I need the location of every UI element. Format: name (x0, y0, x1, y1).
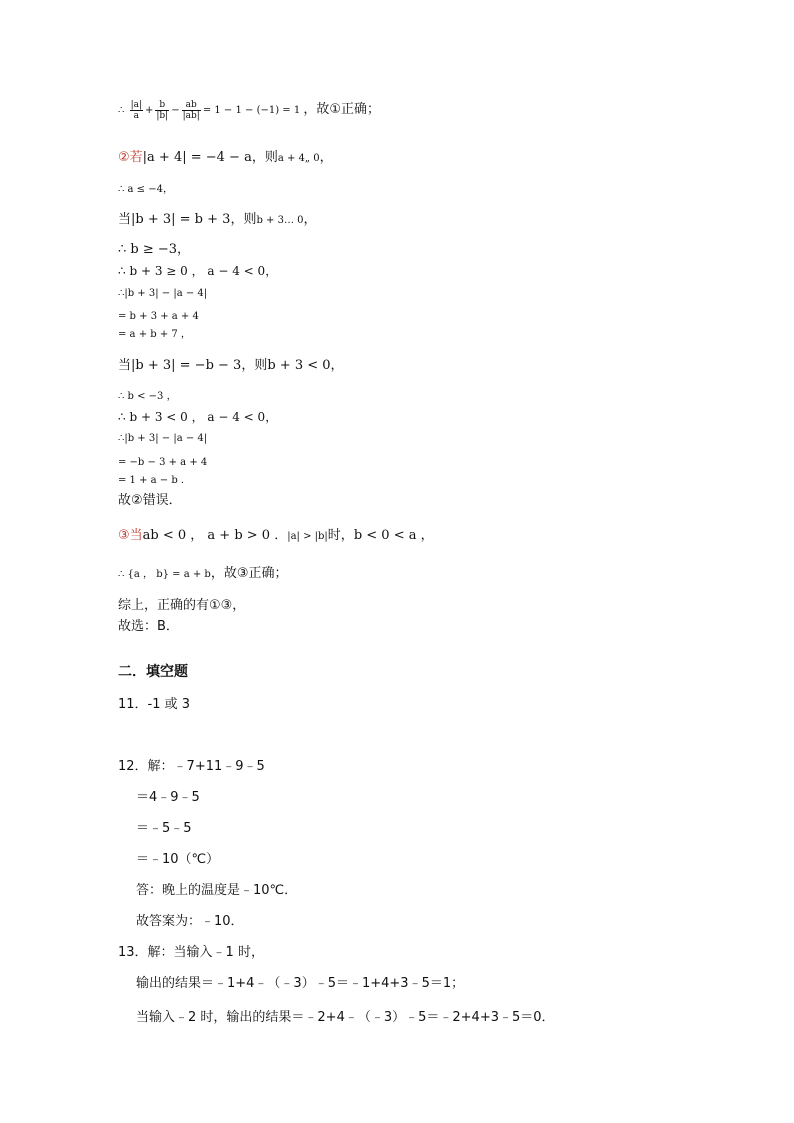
question-13-step: 输出的结果＝﹣1+4﹣（﹣3）﹣5＝﹣1+4+3﹣5＝1； (136, 976, 465, 991)
proof-line: ∴ b < −3 ， (118, 391, 177, 402)
case-3-condition: ③当ab < 0 ， a + b > 0 ．|a| > |b|时，b < 0 < a ， (118, 528, 434, 543)
question-12-head: 12．解：﹣7+11﹣9﹣5 (118, 759, 265, 774)
fraction-b-over-abs-b: $\frac{b}{|b|}$ (156, 100, 169, 121)
question-13-head: 13．解：当输入﹣1 时， (118, 945, 264, 960)
proof-line: ∴|b + 3| − |a − 4| (118, 433, 208, 444)
proof-line-fraction-sum: ∴ $\frac{|a|}{a}$ + $\frac{b}{|b|}$ − $\frac{ab}{|ab|}$ = 1 − 1 − (−1) = 1 ，故①正确； (118, 100, 381, 121)
answer-choice: 故选：B． (118, 619, 179, 634)
question-12-answer: 答：晚上的温度是﹣10℃． (136, 883, 298, 898)
question-12-step: ＝4﹣9﹣5 (136, 790, 200, 805)
case-2-condition: ②若|a + 4| = −4 − a，则a + 4„ 0， (118, 150, 333, 165)
conclusion-2-wrong: 故②错误． (118, 493, 182, 508)
proof-line: ∴ a ≤ −4， (118, 184, 173, 195)
case-2-equation: |a + 4| = −4 − a (142, 150, 252, 165)
proof-line: ∴|b + 3| − |a − 4| (118, 288, 208, 299)
proof-line: ∴ b ≥ −3， (118, 242, 191, 257)
when-condition-1: 当|b + 3| = b + 3，则b + 3… 0， (118, 212, 317, 227)
proof-line: = −b − 3 + a + 4 (118, 457, 208, 468)
conclusion-3-correct: ，故③正确； (210, 566, 288, 581)
fraction-ab-over-abs-ab: $\frac{ab}{|ab|}$ (182, 100, 200, 121)
fraction-abs-a-over-a: $\frac{|a|}{a}$ (130, 100, 142, 121)
proof-line: = b + 3 + a + 4 (118, 311, 199, 322)
question-12-step: ＝﹣5﹣5 (136, 821, 192, 836)
when-condition-2: 当|b + 3| = −b − 3，则b + 3 < 0， (118, 358, 344, 373)
proof-line-set: ∴ {a ， b} = a + b，故③正确； (118, 566, 288, 581)
case-2-label: ②若 (118, 150, 143, 165)
question-11: 11．-1 或 3 (118, 697, 191, 712)
proof-line: ∴ b + 3 < 0 ， a − 4 < 0， (118, 410, 278, 424)
fraction-sum-result: = 1 − 1 − (−1) = 1 (202, 105, 301, 116)
section-title: 二．填空题 (118, 664, 188, 680)
proof-line: = 1 + a − b ． (118, 475, 191, 486)
proof-line: = a + b + 7 ， (118, 329, 191, 340)
therefore-symbol: ∴ (118, 105, 125, 116)
conclusion-1-correct: ，故①正确； (303, 102, 381, 117)
case-3-label: ③当 (118, 528, 143, 543)
proof-line: ∴ b + 3 ≥ 0 ， a − 4 < 0， (118, 264, 278, 278)
question-12-fill: 故答案为：﹣10． (136, 914, 244, 929)
summary-line: 综上，正确的有①③， (118, 598, 246, 613)
question-12-step: ＝﹣10（℃） (136, 852, 220, 867)
question-13-step: 当输入﹣2 时，输出的结果＝﹣2+4﹣（﹣3）﹣5＝﹣2+4+3﹣5＝0． (136, 1010, 555, 1025)
